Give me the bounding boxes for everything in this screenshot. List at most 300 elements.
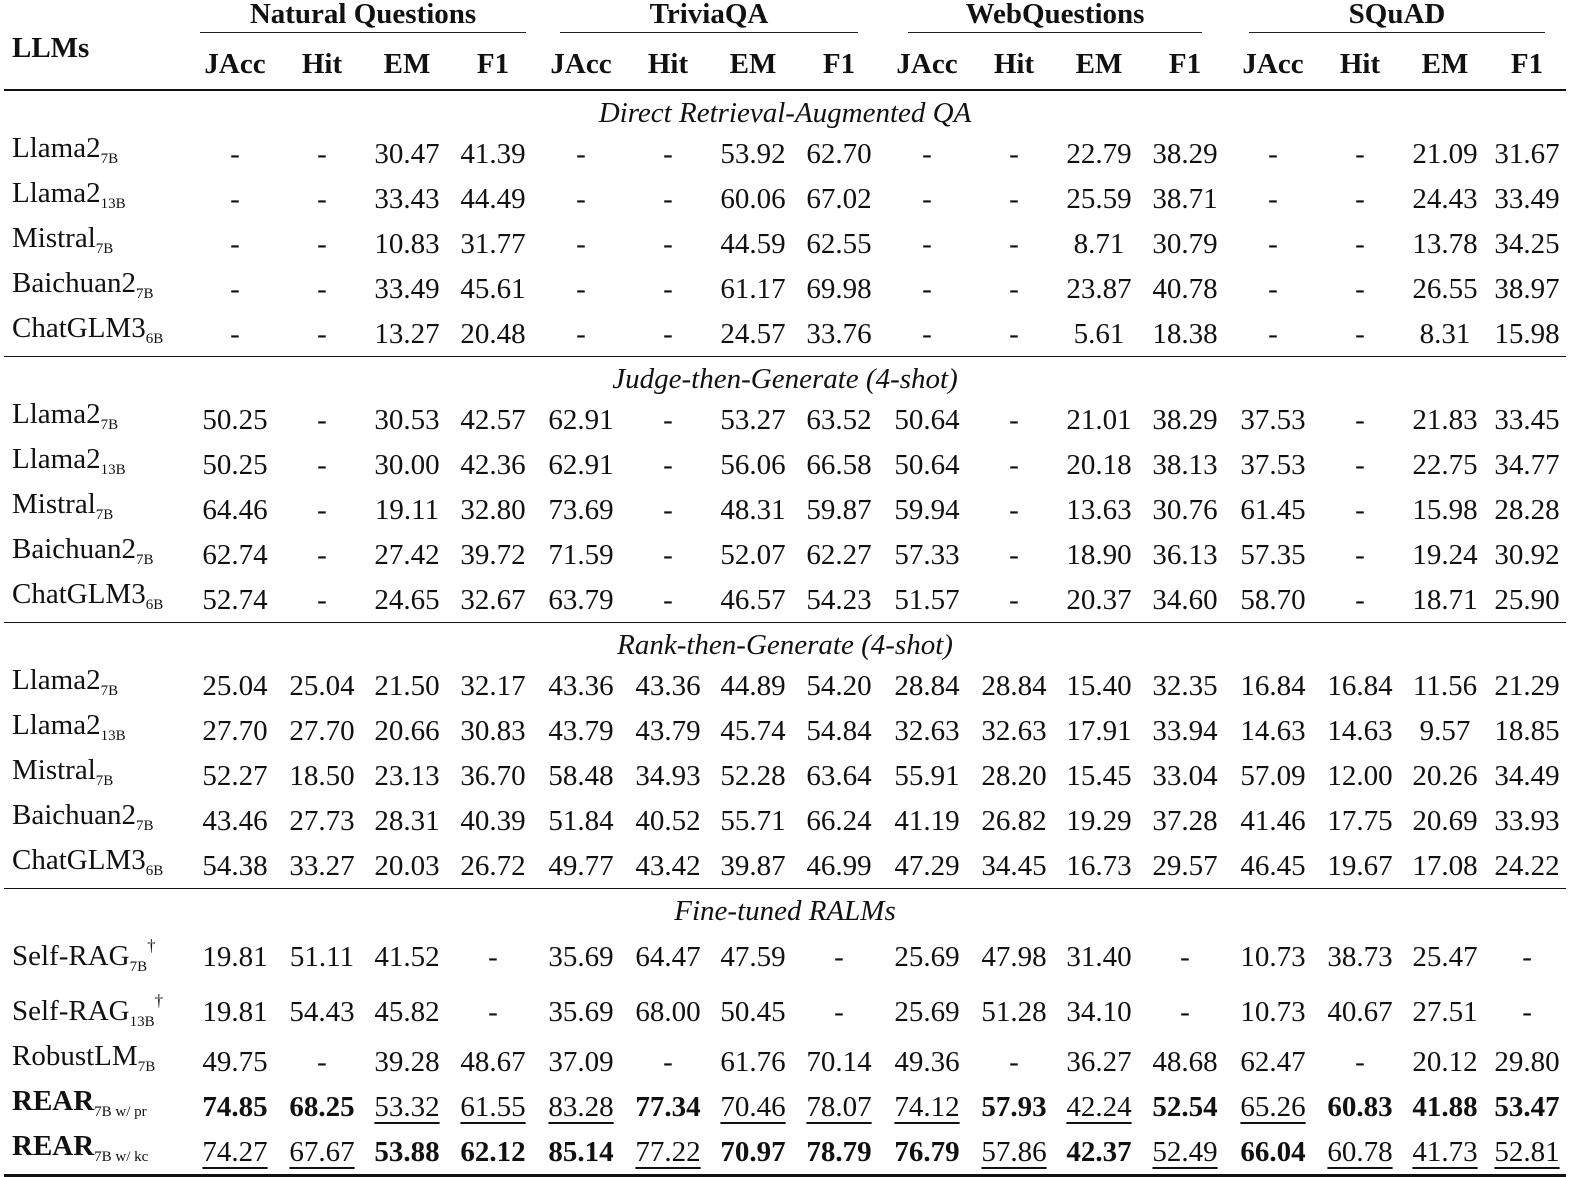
metric-value: - <box>1355 403 1365 436</box>
metric-value-cell <box>190 397 280 442</box>
metric-value-cell <box>280 798 364 843</box>
metric-value-cell <box>1488 843 1566 889</box>
metric-value: 33.76 <box>806 317 872 350</box>
metric-value: - <box>663 538 673 571</box>
metric-value: 20.26 <box>1412 759 1478 792</box>
metric-value-cell <box>1402 131 1488 176</box>
table-row <box>4 266 1566 311</box>
metric-value: 77.22 <box>635 1135 701 1168</box>
table-row <box>4 131 1566 176</box>
table-row <box>4 1039 1566 1084</box>
metric-value: 63.52 <box>806 403 872 436</box>
metric-value-cell <box>626 397 710 442</box>
metric-value-cell <box>1488 311 1566 357</box>
metric-value-cell <box>972 532 1056 577</box>
metric-value-cell <box>190 843 280 889</box>
metric-value: 55.71 <box>720 804 786 837</box>
metric-value: 32.17 <box>460 669 526 702</box>
metric-value: 24.57 <box>720 317 786 350</box>
metric-value: 13.63 <box>1066 493 1132 526</box>
metric-value: 38.13 <box>1152 448 1218 481</box>
model-name: ChatGLM3 <box>12 312 146 344</box>
model-size: 7B <box>136 818 154 834</box>
metric-value: - <box>834 940 844 973</box>
metric-value: - <box>1522 940 1532 973</box>
metric-value-cell <box>1142 221 1228 266</box>
metric-value: 31.67 <box>1494 137 1560 170</box>
metric-value-cell <box>972 984 1056 1039</box>
metric-value-cell <box>796 929 882 984</box>
metric-value-cell <box>626 442 710 487</box>
metric-value: 36.70 <box>460 759 526 792</box>
metric-value-cell <box>710 221 796 266</box>
metric-value-cell <box>882 663 972 708</box>
metric-value-cell <box>1142 708 1228 753</box>
model-name: Mistral <box>12 488 96 520</box>
metric-value-cell <box>972 929 1056 984</box>
metric-value-cell <box>1228 532 1318 577</box>
metric-value-cell <box>450 843 536 889</box>
model-name: Baichuan2 <box>12 267 137 299</box>
metric-value: 52.49 <box>1152 1135 1218 1168</box>
metric-value-cell <box>1318 929 1402 984</box>
metric-value: 39.28 <box>374 1045 440 1078</box>
metric-value-cell <box>1318 1039 1402 1084</box>
metric-value: 49.36 <box>894 1045 960 1078</box>
model-name: Llama2 <box>12 177 101 209</box>
metric-value-cell <box>972 397 1056 442</box>
metric-value-cell <box>450 442 536 487</box>
metric-value: 8.71 <box>1073 227 1125 260</box>
metric-value: 11.56 <box>1412 669 1478 702</box>
metric-value: 15.45 <box>1066 759 1132 792</box>
model-size: 7B w/ kc <box>94 1149 149 1165</box>
model-name: ChatGLM3 <box>12 578 146 610</box>
metric-value-cell <box>1318 753 1402 798</box>
metric-value-cell <box>450 131 536 176</box>
metric-value: - <box>1268 182 1278 215</box>
metric-value-cell <box>1402 577 1488 623</box>
metric-value: 44.49 <box>460 182 526 215</box>
metric-value: - <box>317 227 327 260</box>
metric-value: - <box>1268 272 1278 305</box>
metric-value: 17.91 <box>1066 714 1132 747</box>
metric-value-cell <box>1228 266 1318 311</box>
metric-value: 54.20 <box>806 669 872 702</box>
metric-value: 24.22 <box>1494 849 1560 882</box>
metric-value: 65.26 <box>1240 1090 1306 1123</box>
metric-value: 25.04 <box>202 669 268 702</box>
metric-value-cell <box>1402 311 1488 357</box>
model-size: 7B w/ pr <box>94 1104 147 1120</box>
llm-column-header: LLMs <box>12 31 90 64</box>
metric-value: 8.31 <box>1419 317 1471 350</box>
model-name-cell <box>4 131 190 176</box>
metric-value: 33.93 <box>1494 804 1560 837</box>
metric-value: 83.28 <box>548 1090 614 1123</box>
metric-value: 53.47 <box>1494 1090 1560 1123</box>
metric-value: 31.40 <box>1066 940 1132 973</box>
model-name-cell <box>4 577 190 623</box>
model-name-cell <box>4 929 190 984</box>
metric-value: - <box>1009 538 1019 571</box>
metric-value-cell <box>364 532 450 577</box>
metric-value-cell <box>1402 1039 1488 1084</box>
metric-value-cell <box>1056 984 1142 1039</box>
metric-value: 19.24 <box>1412 538 1478 571</box>
metric-value-cell <box>1228 1129 1318 1176</box>
metric-value-cell <box>364 843 450 889</box>
metric-value: - <box>663 403 673 436</box>
metric-value: - <box>834 995 844 1028</box>
metric-value-cell <box>1318 984 1402 1039</box>
metric-header-em: EM <box>1421 48 1469 80</box>
metric-value-cell <box>1228 577 1318 623</box>
metric-value-cell <box>1228 984 1318 1039</box>
metric-value: - <box>230 137 240 170</box>
metric-value: 34.10 <box>1066 995 1132 1028</box>
metric-value: 19.67 <box>1327 849 1393 882</box>
metric-value-cell <box>280 266 364 311</box>
metric-value: - <box>663 583 673 616</box>
metric-value-cell <box>1402 798 1488 843</box>
metric-value-cell <box>450 577 536 623</box>
metric-value: 62.12 <box>460 1135 526 1168</box>
metric-value-cell <box>710 1129 796 1176</box>
metric-value: - <box>1009 448 1019 481</box>
metric-value-cell <box>626 843 710 889</box>
metric-value-cell <box>796 1084 882 1129</box>
metric-value-cell <box>882 442 972 487</box>
metric-value-cell <box>364 266 450 311</box>
model-size: 7B <box>136 552 154 568</box>
metric-value-cell <box>190 929 280 984</box>
metric-value: 46.99 <box>806 849 872 882</box>
table-row <box>4 1084 1566 1129</box>
metric-value: 34.45 <box>981 849 1047 882</box>
metric-value: 48.67 <box>460 1045 526 1078</box>
metric-value: 16.73 <box>1066 849 1132 882</box>
metric-value-cell <box>364 708 450 753</box>
metric-value-cell <box>280 708 364 753</box>
model-name: REAR <box>12 1130 95 1162</box>
metric-value: 41.19 <box>894 804 960 837</box>
metric-value: - <box>230 317 240 350</box>
metric-value-cell <box>190 663 280 708</box>
metric-value: 39.72 <box>460 538 526 571</box>
metric-value-cell <box>450 397 536 442</box>
metric-value: 61.17 <box>720 272 786 305</box>
metric-value: 30.47 <box>374 137 440 170</box>
metric-value: 20.18 <box>1066 448 1132 481</box>
metric-value: - <box>317 137 327 170</box>
model-size: 13B <box>100 728 126 744</box>
metric-value: 44.59 <box>720 227 786 260</box>
metric-value: 15.98 <box>1412 493 1478 526</box>
metric-value-cell <box>796 1129 882 1176</box>
dataset-header-squad: SQuAD <box>1228 0 1566 33</box>
model-name: Llama2 <box>12 664 101 696</box>
metric-value: - <box>576 137 586 170</box>
metric-value-cell <box>280 442 364 487</box>
model-name: Baichuan2 <box>12 533 137 565</box>
metric-value-cell <box>1056 1084 1142 1129</box>
metric-value-cell <box>1056 708 1142 753</box>
metric-value: 36.13 <box>1152 538 1218 571</box>
metric-value: 10.83 <box>374 227 440 260</box>
metric-value: 20.66 <box>374 714 440 747</box>
model-name: Llama2 <box>12 398 101 430</box>
metric-value: 29.80 <box>1494 1045 1560 1078</box>
metric-value-cell <box>1402 266 1488 311</box>
metric-value-cell <box>1142 577 1228 623</box>
metric-value-cell <box>796 753 882 798</box>
metric-header-f1: F1 <box>1510 48 1544 80</box>
metric-value: 54.43 <box>289 995 355 1028</box>
metric-value: 52.28 <box>720 759 786 792</box>
metric-value-cell <box>796 487 882 532</box>
metric-header-em: EM <box>1075 48 1123 80</box>
metric-value-cell <box>1488 929 1566 984</box>
metric-value: - <box>576 182 586 215</box>
metric-value: 40.39 <box>460 804 526 837</box>
metric-value-cell <box>972 753 1056 798</box>
metric-value-cell <box>972 1129 1056 1176</box>
metric-value: - <box>1355 1045 1365 1078</box>
metric-value-cell <box>1142 176 1228 221</box>
metric-value-cell <box>1402 487 1488 532</box>
metric-value: 21.50 <box>374 669 440 702</box>
metric-value-cell <box>1142 753 1228 798</box>
metric-value-cell <box>364 577 450 623</box>
metric-value: 39.87 <box>720 849 786 882</box>
metric-value-cell <box>710 1084 796 1129</box>
metric-value-cell <box>536 131 626 176</box>
metric-value: 38.71 <box>1152 182 1218 215</box>
metric-value-cell <box>1402 1084 1488 1129</box>
metric-value-cell <box>1318 176 1402 221</box>
metric-value-cell <box>280 131 364 176</box>
metric-value: 57.33 <box>894 538 960 571</box>
model-name: RobustLM <box>12 1040 138 1072</box>
metric-value: - <box>1009 403 1019 436</box>
metric-value-cell <box>626 1084 710 1129</box>
metric-value: 47.59 <box>720 940 786 973</box>
metric-value-cell <box>1142 131 1228 176</box>
metric-value: 14.63 <box>1240 714 1306 747</box>
metric-value: 61.76 <box>720 1045 786 1078</box>
metric-value-cell <box>972 442 1056 487</box>
metric-value-cell <box>364 1039 450 1084</box>
metric-value: 52.81 <box>1494 1135 1560 1168</box>
model-size: 7B <box>95 507 114 523</box>
metric-value-cell <box>1402 708 1488 753</box>
metric-value-cell <box>1142 663 1228 708</box>
metric-value: - <box>1009 317 1019 350</box>
metric-value-cell <box>450 753 536 798</box>
metric-value-cell <box>280 487 364 532</box>
metric-value: 18.38 <box>1152 317 1218 350</box>
metric-value: 20.37 <box>1066 583 1132 616</box>
metric-value: 50.25 <box>202 403 268 436</box>
metric-header-jacc: JAcc <box>1242 48 1304 80</box>
metric-value: 46.45 <box>1240 849 1306 882</box>
metric-value-cell <box>1402 221 1488 266</box>
metric-value-cell <box>1488 663 1566 708</box>
metric-value-cell <box>626 176 710 221</box>
metric-value: 43.46 <box>202 804 268 837</box>
metric-value: 57.09 <box>1240 759 1306 792</box>
metric-value: 62.27 <box>806 538 872 571</box>
metric-value-cell <box>1228 311 1318 357</box>
metric-value-cell <box>536 1039 626 1084</box>
metric-value: 43.42 <box>635 849 701 882</box>
metric-value-cell <box>450 1129 536 1176</box>
metric-value: 42.57 <box>460 403 526 436</box>
metric-value: 51.11 <box>289 940 355 973</box>
metric-value-cell <box>1318 532 1402 577</box>
section-title: Direct Retrieval-Augmented QA <box>4 90 1566 131</box>
metric-value-cell <box>626 487 710 532</box>
metric-value-cell <box>710 984 796 1039</box>
metric-value-cell <box>1056 532 1142 577</box>
model-size: 7B <box>100 683 119 699</box>
metric-value-cell <box>450 532 536 577</box>
metric-value: - <box>1355 227 1365 260</box>
metric-value-cell <box>796 532 882 577</box>
metric-value: 30.00 <box>374 448 440 481</box>
metric-value: - <box>1355 317 1365 350</box>
metric-value-cell <box>1488 1129 1566 1176</box>
model-size: 7B <box>137 1059 156 1075</box>
metric-value: - <box>317 583 327 616</box>
metric-value-cell <box>536 266 626 311</box>
metric-value: 30.79 <box>1152 227 1218 260</box>
metric-value: 32.63 <box>981 714 1047 747</box>
metric-value-cell <box>710 1039 796 1084</box>
metric-value-cell <box>1318 1084 1402 1129</box>
metric-value: 51.84 <box>548 804 614 837</box>
metric-value: - <box>317 182 327 215</box>
metric-value: 33.49 <box>374 272 440 305</box>
metric-value-cell <box>1142 929 1228 984</box>
metric-value-cell <box>1318 397 1402 442</box>
metric-value-cell <box>536 843 626 889</box>
metric-value: 47.29 <box>894 849 960 882</box>
metric-value-cell <box>364 984 450 1039</box>
table-row <box>4 843 1566 889</box>
metric-value: 27.73 <box>289 804 355 837</box>
model-name-cell <box>4 176 190 221</box>
metric-value: 53.27 <box>720 403 786 436</box>
metric-value: 18.50 <box>289 759 355 792</box>
metric-value-cell <box>536 663 626 708</box>
metric-value: 34.93 <box>635 759 701 792</box>
metric-value-cell <box>1318 487 1402 532</box>
metric-value-cell <box>882 577 972 623</box>
metric-value: - <box>1355 137 1365 170</box>
metric-value: 16.84 <box>1327 669 1393 702</box>
metric-value: 19.81 <box>202 995 268 1028</box>
metric-value: - <box>1009 1045 1019 1078</box>
metric-value-cell <box>1488 176 1566 221</box>
metric-value-cell <box>1056 397 1142 442</box>
metric-header-em: EM <box>729 48 777 80</box>
metric-value: 30.92 <box>1494 538 1560 571</box>
metric-value-cell <box>1142 487 1228 532</box>
metric-value-cell <box>1318 311 1402 357</box>
model-name-cell <box>4 798 190 843</box>
metric-value: 59.94 <box>894 493 960 526</box>
metric-value: 53.92 <box>720 137 786 170</box>
metric-value-cell <box>882 843 972 889</box>
metric-value: 33.49 <box>1494 182 1560 215</box>
metric-value: 74.12 <box>894 1090 960 1123</box>
metric-value: 21.29 <box>1494 669 1560 702</box>
metric-value-cell <box>190 1039 280 1084</box>
metric-value: - <box>230 272 240 305</box>
table-body <box>4 90 1566 1176</box>
metric-value-cell <box>882 487 972 532</box>
metric-value-cell <box>1318 221 1402 266</box>
metric-value-cell <box>536 929 626 984</box>
model-name-cell <box>4 487 190 532</box>
metric-value: 30.83 <box>460 714 526 747</box>
metric-value-cell <box>364 442 450 487</box>
metric-value: - <box>1355 538 1365 571</box>
metric-value-cell <box>626 577 710 623</box>
metric-value-cell <box>280 532 364 577</box>
metric-value-cell <box>280 221 364 266</box>
metric-value-cell <box>796 708 882 753</box>
dataset-header-triviaqa: TriviaQA <box>536 0 882 33</box>
metric-value-cell <box>1056 221 1142 266</box>
model-size: 7B <box>129 959 148 975</box>
metric-value-cell <box>1228 131 1318 176</box>
metric-value-cell <box>1142 311 1228 357</box>
table-row <box>4 753 1566 798</box>
metric-value: - <box>1009 272 1019 305</box>
metric-value-cell <box>1228 708 1318 753</box>
metric-value-cell <box>626 311 710 357</box>
metric-value-cell <box>1228 929 1318 984</box>
metric-value-cell <box>536 442 626 487</box>
metric-value: 18.85 <box>1494 714 1560 747</box>
metric-value-cell <box>280 929 364 984</box>
metric-value-cell <box>450 708 536 753</box>
metric-value-cell <box>1228 221 1318 266</box>
metric-value-cell <box>190 266 280 311</box>
metric-value: 9.57 <box>1419 714 1471 747</box>
metric-value-cell <box>882 984 972 1039</box>
metric-value-cell <box>1402 753 1488 798</box>
metric-value-cell <box>190 311 280 357</box>
metric-value-cell <box>710 131 796 176</box>
metric-value: 36.27 <box>1066 1045 1132 1078</box>
metric-value: 25.69 <box>894 940 960 973</box>
metric-value-cell <box>1488 487 1566 532</box>
metric-value-cell <box>450 266 536 311</box>
metric-value-cell <box>882 753 972 798</box>
model-name: REAR <box>12 1085 95 1117</box>
metric-value-cell <box>1488 753 1566 798</box>
metric-value-cell <box>1228 176 1318 221</box>
metric-value-cell <box>1228 663 1318 708</box>
metric-value-cell <box>450 1084 536 1129</box>
metric-value: - <box>1268 227 1278 260</box>
metric-value-cell <box>1402 176 1488 221</box>
metric-value-cell <box>280 1039 364 1084</box>
